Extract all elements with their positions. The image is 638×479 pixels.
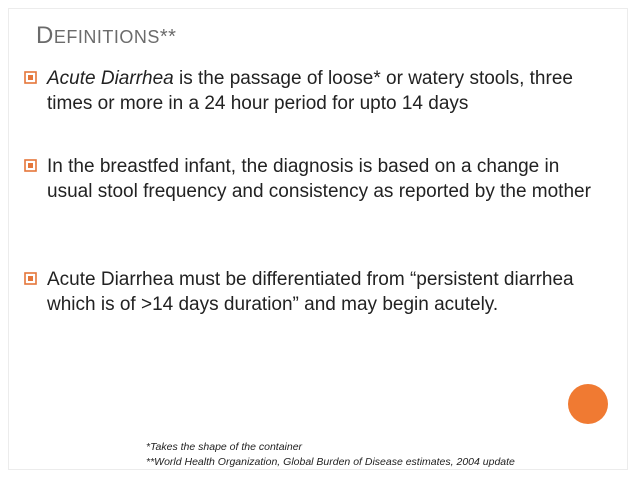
bullet-body: In the breastfed infant, the diagnosis is based on a change in usual stool frequency and consistency as reported by the mother: [47, 156, 591, 202]
footnote-2: **World Health Organization, Global Burden of Disease estimates, 2004 update: [146, 456, 515, 468]
bullet-text: [47, 66, 607, 116]
bullet-body: is the passage of loose* or watery stools, three times or more in a 24 hour period for upto 14 days: [47, 68, 573, 114]
decorative-circle: [568, 384, 608, 424]
ornamental-bullet-icon: [24, 272, 37, 285]
bullet-body: Acute Diarrhea must be differentiated from “persistent diarrhea which is of >14 days duration” and may begin acutely.: [47, 269, 574, 315]
ornamental-bullet-icon: [24, 71, 37, 84]
slide-title: [36, 22, 176, 50]
ornamental-bullet-icon: [24, 159, 37, 172]
bullet-text: [47, 267, 607, 317]
footnote-1: *Takes the shape of the container: [146, 441, 303, 453]
footnotes: [146, 440, 515, 470]
title-first-letter: D: [36, 22, 54, 49]
title-rest: EFINITIONS: [53, 27, 160, 47]
title-stars: **: [159, 26, 177, 48]
bullet-text: [47, 154, 607, 204]
bullet-italic-lead: Acute Diarrhea: [47, 68, 174, 89]
